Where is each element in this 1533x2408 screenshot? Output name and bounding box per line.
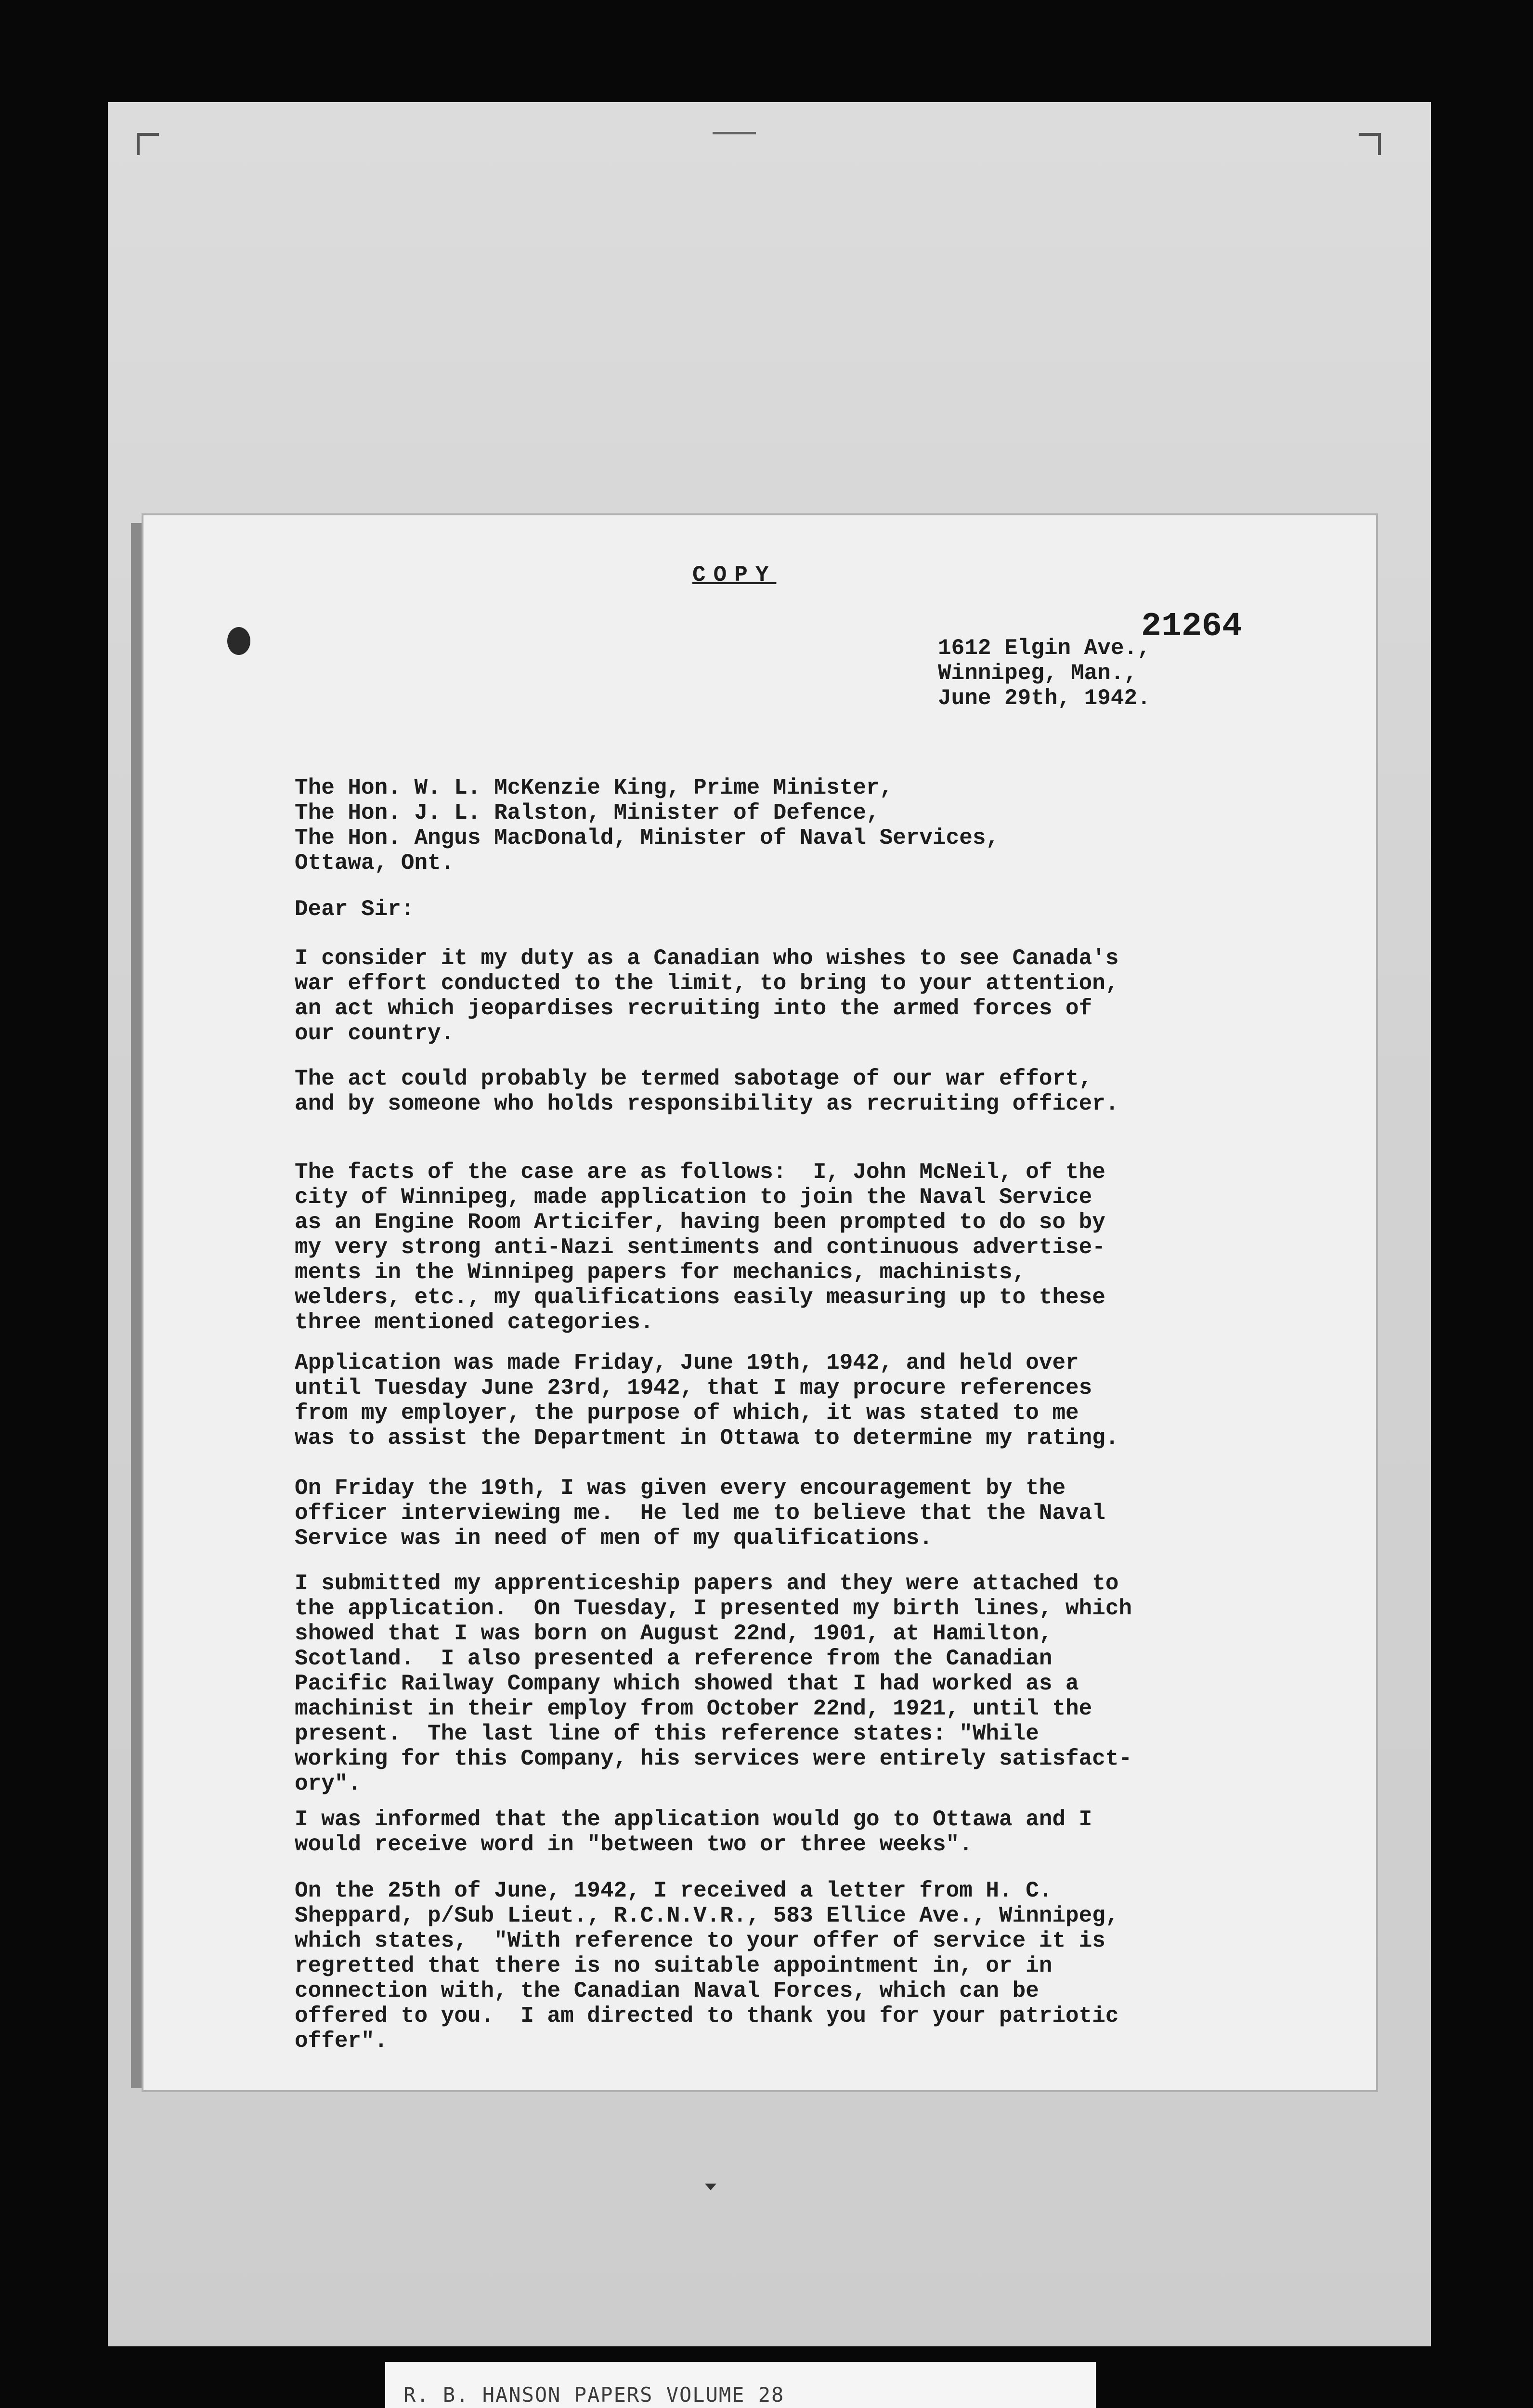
address-line-city: Winnipeg, Man., — [938, 661, 1138, 686]
bottom-center-mark — [705, 2184, 716, 2190]
body-paragraph: Application was made Friday, June 19th, 1942, and held over until Tuesday June 23rd, 1942, that I may procure references from my employer, the purpose of which, it was stated to me was to assist the Department in Ottawa to determine my rating. — [295, 1350, 1119, 1451]
recipient-line: The Hon. J. L. Ralston, Minister of Defence, — [295, 800, 880, 825]
letter-shadow-edge — [131, 523, 143, 2088]
top-center-mark — [713, 132, 756, 134]
crop-mark-top-right — [1359, 133, 1381, 155]
recipient-line: The Hon. Angus MacDonald, Minister of Naval Services, — [295, 825, 1000, 851]
body-paragraph: I consider it my duty as a Canadian who wishes to see Canada's war effort conducted to the limit, to bring to your attention, an act which jeopardises recruiting into the armed forces of our country. — [295, 946, 1119, 1046]
crop-mark-top-left — [137, 133, 159, 155]
recipient-line: The Hon. W. L. McKenzie King, Prime Minister, — [295, 775, 893, 800]
address-line-date: June 29th, 1942. — [938, 686, 1151, 711]
body-paragraph: The act could probably be termed sabotage of our war effort, and by someone who holds responsibility as recruiting officer. — [295, 1066, 1119, 1116]
recipient-line: Ottawa, Ont. — [295, 851, 455, 876]
body-paragraph: On Friday the 19th, I was given every encouragement by the officer interviewing me. He led me to believe that the Naval Service was in need of men of my qualifications. — [295, 1476, 1105, 1551]
address-line-street: 1612 Elgin Ave., — [938, 636, 1151, 661]
document-number: 21264 — [1141, 608, 1243, 646]
body-paragraph: I submitted my apprenticeship papers and they were attached to the application. On Tuesday, I presented my birth lines, which showed that I was born on August 22nd, 1901, at Hamilton, Scotland. I also presented a reference from the Canadian Pacific Railway Company which showed that I had worked as a machinist in their employ from October 22nd, 1921, until the present. The last line of this reference states: "While working for this Company, his services were entirely satisfact- ory". — [295, 1571, 1132, 1796]
punch-hole — [227, 627, 250, 655]
volume-label — [385, 2362, 1096, 2408]
body-paragraph: On the 25th of June, 1942, I received a letter from H. C. Sheppard, p/Sub Lieut., R.C.N.V.R., 583 Ellice Ave., Winnipeg, which states, "With reference to your offer of service it is regretted that there is no suitable appointment in, or in connection with, the Canadian Naval Forces, which can be offered to you. I am directed to thank you for your patriotic offer". — [295, 1878, 1119, 2054]
copy-heading: COPY — [692, 563, 777, 588]
body-paragraph: I was informed that the application would go to Ottawa and I would receive word in "between two or three weeks". — [295, 1807, 1092, 1857]
salutation: Dear Sir: — [295, 897, 415, 922]
body-paragraph: The facts of the case are as follows: I, John McNeil, of the city of Winnipeg, made application to join the Naval Service as an Engine Room Articifer, having been prompted to do so by my very strong anti-Nazi sentiments and continuous advertise- ments in the Winnipeg papers for mechanics, machinists, welders, etc., my qualifications easily measuring up to these three mentioned categories. — [295, 1160, 1105, 1335]
volume-label-text: R. B. HANSON PAPERS VOLUME 28 — [403, 2383, 785, 2407]
